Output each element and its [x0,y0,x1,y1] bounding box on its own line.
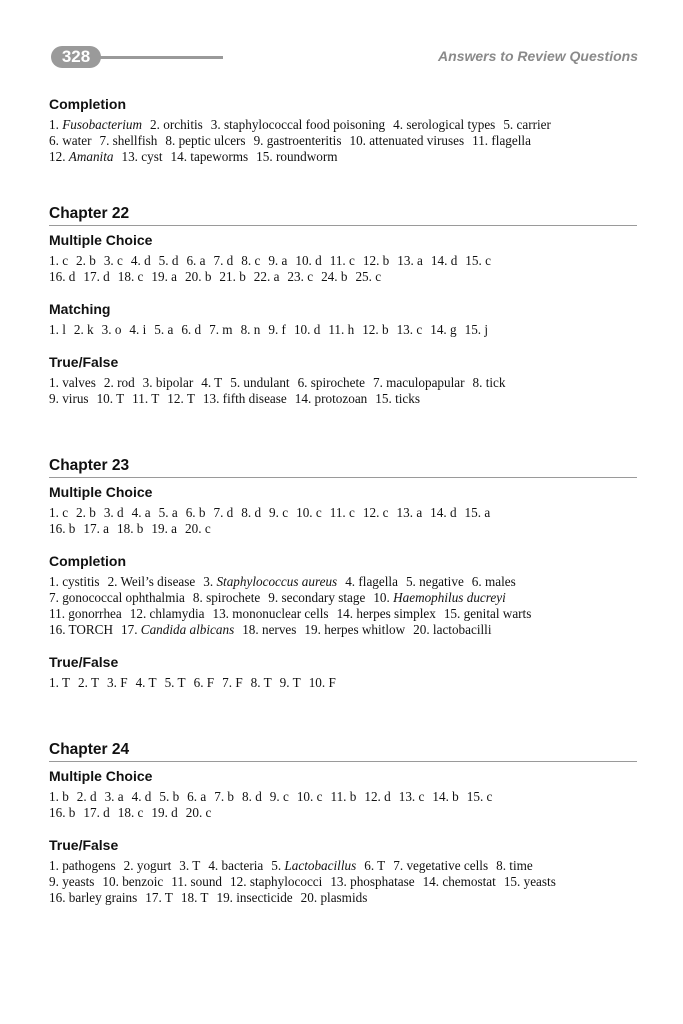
answer-item: 15. yeasts [503,874,556,889]
answer-item: 6. a [187,789,207,804]
answer-item: 13. cyst [121,149,163,164]
answer-item: 4. T [201,375,223,390]
chapter-24 [49,741,637,906]
answer-item: 4. d [131,789,152,804]
answer-item: 2. k [73,322,94,337]
answer-item: 3. T [179,858,201,873]
answer-item: 13. c [398,789,425,804]
section-heading: True/False [49,837,119,853]
answer-item: 10. d [293,322,321,337]
chapter-23 [49,457,637,691]
answer-block [49,117,637,165]
chapter-22 [49,205,637,407]
answer-item: 14. chemostat [422,874,496,889]
chapters-list [49,205,637,906]
answer-item: 7. vegetative cells [393,858,489,873]
answer-item: 19. insecticide [216,890,293,905]
answer-item: 3. F [107,675,128,690]
answer-item: 12. b [362,322,389,337]
answer-item: 10. F [308,675,336,690]
answer-row [49,574,637,590]
answer-item: 7. shellfish [99,133,158,148]
answer-item: 6. b [185,505,206,520]
answer-item: 13. a [396,505,423,520]
answer-block [49,675,637,691]
answer-item: 14. herpes simplex [336,606,436,621]
answer-item: 10. T [96,391,125,406]
answer-row [49,805,637,821]
answer-item: 11. gonorrhea [49,606,122,621]
answer-section [49,232,637,285]
answer-item: 1. Fusobacterium [49,117,143,132]
answer-row [49,606,637,622]
answer-block [49,789,637,821]
answer-item: 5. b [159,789,180,804]
answer-item: 7. b [214,789,234,804]
answer-item: 11. c [329,505,355,520]
answer-item: 2. rod [103,375,135,390]
answer-row [49,322,637,338]
answer-item: 6. F [193,675,215,690]
answer-section [49,768,637,821]
answer-item: 14. b [432,789,459,804]
answer-item: 2. d [76,789,97,804]
answer-item: 24. b [321,269,348,284]
answer-item: 8. T [250,675,272,690]
answer-item: 3. c [103,253,123,268]
answer-item: 19. a [151,521,178,536]
answer-row [49,858,637,874]
answer-item: 3. a [104,789,124,804]
answer-item: 8. tick [472,375,506,390]
answer-item: 14. g [430,322,457,337]
answer-item: 18. b [117,521,144,536]
answer-item: 19. d [151,805,178,820]
chapter-title: Chapter 24 [49,741,637,762]
answer-item: 9. T [279,675,301,690]
answer-item: 9. secondary stage [268,590,366,605]
answer-item: 19. herpes whitlow [304,622,406,637]
answer-item: 8. d [242,789,262,804]
answer-item: 15. a [464,505,491,520]
answer-item: 8. d [241,505,262,520]
answer-item: 8. spirochete [192,590,261,605]
answer-item: 7. d [213,505,234,520]
chapter-title: Chapter 22 [49,205,637,226]
answer-item: 15. genital warts [443,606,532,621]
header-rule [99,56,223,59]
section-heading: Multiple Choice [49,484,153,500]
answer-row [49,391,637,407]
answer-item: 3. Staphylococcus aureus [203,574,338,589]
answer-item: 13. c [396,322,423,337]
chapter-title: Chapter 23 [49,457,637,478]
answer-item: 20. lactobacilli [413,622,492,637]
page-number: 328 [51,46,101,68]
answer-item: 5. carrier [503,117,551,132]
answer-item: 18. c [117,805,144,820]
answers-content [49,96,637,906]
answer-item: 4. a [131,505,151,520]
answer-item: 12. chlamydia [129,606,205,621]
answer-item: 20. c [185,805,212,820]
answer-section [49,354,637,407]
answer-item: 14. d [430,505,457,520]
answer-item: 17. T [145,890,173,905]
answer-row [49,253,637,269]
answer-row [49,890,637,906]
answer-item: 10. d [295,253,322,268]
answer-item: 18. T [180,890,209,905]
answer-block [49,375,637,407]
answer-item: 8. peptic ulcers [165,133,246,148]
answer-item: 13. phosphatase [330,874,415,889]
answer-item: 13. a [397,253,423,268]
answer-item: 20. c [185,521,211,536]
answer-item: 1. T [49,675,71,690]
answer-item: 14. protozoan [294,391,368,406]
answer-section [49,484,637,537]
answer-item: 6. T [364,858,386,873]
answer-item: 6. water [49,133,92,148]
answer-section [49,553,637,638]
answer-row [49,117,637,133]
answer-item: 18. c [117,269,144,284]
answer-item: 10. Haemophilus ducreyi [373,590,506,605]
answer-item: 5. a [154,322,174,337]
answer-item: 18. nerves [242,622,297,637]
answer-item: 5. Lactobacillus [271,858,357,873]
answer-item: 16. barley grains [49,890,138,905]
answer-item: 5. T [164,675,186,690]
answer-item: 6. d [181,322,202,337]
answer-item: 16. d [49,269,76,284]
answer-item: 12. T [167,391,195,406]
answer-block [49,574,637,638]
answer-item: 3. bipolar [142,375,194,390]
answer-item: 8. c [241,253,261,268]
answer-item: 13. mononuclear cells [212,606,329,621]
answer-item: 10. benzoic [102,874,164,889]
completion-section [49,96,637,165]
answer-item: 9. yeasts [49,874,95,889]
answer-item: 10. attenuated viruses [349,133,465,148]
answer-item: 12. d [364,789,391,804]
answer-item: 4. serological types [393,117,496,132]
answer-item: 2. yogurt [123,858,172,873]
answer-item: 4. d [130,253,151,268]
answer-item: 7. m [209,322,233,337]
answer-item: 10. c [296,789,323,804]
answer-item: 5. a [158,505,178,520]
answer-item: 4. bacteria [208,858,264,873]
answer-item: 5. d [158,253,179,268]
section-heading: Matching [49,301,111,317]
answer-block [49,858,637,906]
answer-item: 9. a [268,253,288,268]
answer-row [49,590,637,606]
answer-item: 17. Candida albicans [121,622,235,637]
answer-item: 25. c [355,269,382,284]
answer-item: 3. o [101,322,122,337]
answer-item: 11. h [328,322,355,337]
answer-item: 8. n [240,322,261,337]
answer-row [49,269,637,285]
answer-row [49,675,637,691]
answer-item: 17. d [83,805,110,820]
answer-item: 5. negative [405,574,464,589]
answer-item: 3. staphylococcal food poisoning [210,117,386,132]
answer-item: 12. staphylococci [230,874,323,889]
answer-row [49,375,637,391]
page-header [51,46,638,70]
answer-item: 9. gastroenteritis [253,133,342,148]
answer-item: 9. virus [49,391,89,406]
answer-row [49,874,637,890]
section-heading: Completion [49,96,126,112]
answer-section [49,301,637,338]
answer-block [49,505,637,537]
answer-item: 1. l [49,322,66,337]
answer-item: 1. cystitis [49,574,100,589]
answer-item: 17. a [83,521,110,536]
answer-item: 1. c [49,505,69,520]
answer-item: 21. b [219,269,246,284]
section-heading: Multiple Choice [49,768,153,784]
answer-item: 17. d [83,269,110,284]
section-heading: True/False [49,654,119,670]
answer-item: 9. c [269,505,289,520]
answer-item: 6. a [186,253,206,268]
answer-item: 4. flagella [345,574,398,589]
answer-row [49,789,637,805]
answer-item: 16. b [49,521,76,536]
answer-item: 6. males [471,574,516,589]
answer-item: 7. d [213,253,234,268]
answer-item: 11. sound [171,874,223,889]
answer-item: 15. j [464,322,489,337]
answer-item: 4. i [129,322,147,337]
answer-block [49,253,637,285]
running-title: Answers to Review Questions [438,48,638,64]
answer-item: 15. ticks [375,391,420,406]
answer-item: 7. F [222,675,243,690]
answer-item: 4. T [135,675,157,690]
answer-item: 14. tapeworms [170,149,249,164]
answer-section [49,654,637,691]
answer-item: 7. gonococcal ophthalmia [49,590,185,605]
answer-item: 1. pathogens [49,858,116,873]
answer-item: 20. plasmids [300,890,368,905]
answer-row [49,133,637,149]
section-heading: True/False [49,354,119,370]
answer-item: 12. b [362,253,390,268]
answer-item: 10. c [296,505,322,520]
answer-item: 2. b [76,505,96,520]
answer-section [49,837,637,906]
answer-item: 9. c [269,789,289,804]
answer-item: 15. c [466,789,493,804]
answer-item: 11. c [329,253,355,268]
answer-item: 13. fifth disease [202,391,287,406]
section-heading: Multiple Choice [49,232,153,248]
answer-item: 7. maculopapular [372,375,465,390]
answer-item: 23. c [287,269,314,284]
answer-row [49,622,637,638]
answer-item: 6. spirochete [297,375,365,390]
answer-item: 1. b [49,789,69,804]
answer-item: 9. f [268,322,286,337]
answer-item: 16. TORCH [49,622,113,637]
answer-item: 15. c [465,253,491,268]
answer-row [49,149,637,165]
answer-row [49,521,637,537]
answer-row [49,505,637,521]
answer-item: 15. roundworm [256,149,338,164]
answer-item: 16. b [49,805,76,820]
answer-item: 2. orchitis [150,117,203,132]
answer-item: 12. Amanita [49,149,114,164]
answer-item: 3. d [103,505,124,520]
section-heading: Completion [49,553,126,569]
answer-item: 8. time [496,858,533,873]
answer-item: 1. valves [49,375,96,390]
answer-block [49,322,637,338]
answer-item: 11. b [330,789,357,804]
answer-item: 11. flagella [472,133,531,148]
answer-item: 11. T [132,391,160,406]
answer-item: 2. b [76,253,96,268]
answer-item: 2. T [78,675,100,690]
answer-item: 14. d [430,253,458,268]
answer-item: 2. Weil’s disease [107,574,196,589]
answer-item: 20. b [185,269,212,284]
answer-item: 1. c [49,253,69,268]
answer-item: 22. a [253,269,280,284]
answer-item: 19. a [151,269,178,284]
answer-item: 5. undulant [230,375,290,390]
answer-item: 12. c [362,505,389,520]
